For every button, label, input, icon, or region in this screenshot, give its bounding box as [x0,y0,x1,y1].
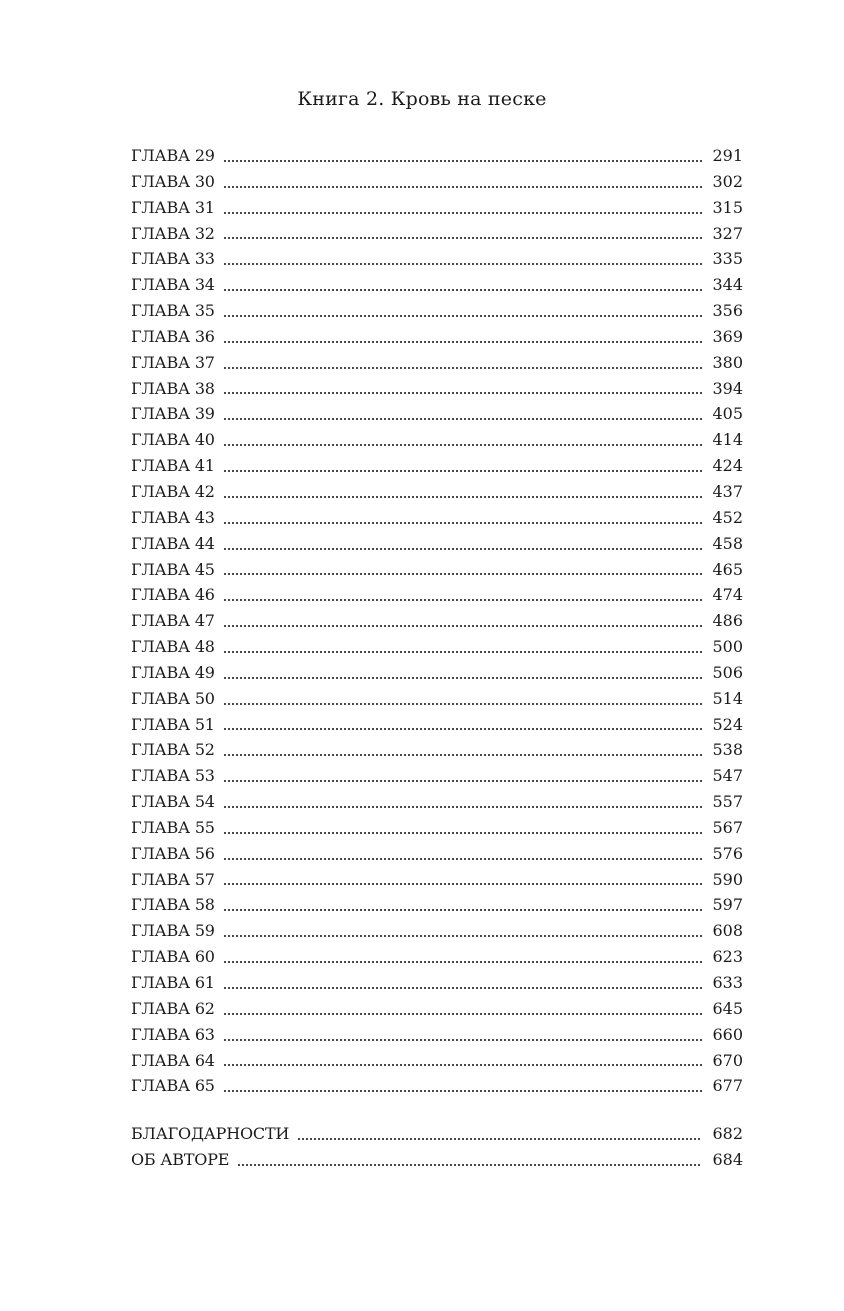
chapter-entry [131,660,743,686]
entry-label: ГЛАВА 42 [131,481,215,501]
dot-leader [223,289,703,291]
dot-leader [223,392,703,394]
dot-leader [223,573,703,575]
chapter-entry [131,634,743,660]
chapter-entry [131,918,743,944]
entry-page-number: 327 [712,223,743,243]
entry-label: ГЛАВА 31 [131,197,215,217]
dot-leader [237,1164,702,1166]
chapter-entry [131,505,743,531]
dot-leader [223,987,703,989]
entry-page-number: 538 [712,740,743,760]
entry-page-number: 524 [712,714,743,734]
entry-page-number: 458 [712,533,743,553]
dot-leader [223,263,703,265]
chapter-entry [131,401,743,427]
dot-leader [223,1039,703,1041]
entry-label: ГЛАВА 51 [131,714,215,734]
entry-page-number: 486 [712,611,743,631]
entry-label: ГЛАВА 65 [131,1076,215,1096]
chapter-entry [131,298,743,324]
entry-label: ГЛАВА 64 [131,1050,215,1070]
chapter-entry [131,867,743,893]
entry-page-number: 356 [712,301,743,321]
dot-leader [223,858,703,860]
chapter-entry [131,686,743,712]
entry-label: ГЛАВА 46 [131,585,215,605]
chapter-entry [131,789,743,815]
entry-page-number: 315 [712,197,743,217]
entry-page-number: 576 [712,843,743,863]
dot-leader [223,909,703,911]
entry-label: ГЛАВА 52 [131,740,215,760]
back-matter-list [131,1121,743,1173]
dot-leader [223,444,703,446]
book-title: Книга 2. Кровь на песке [297,88,547,110]
dot-leader [223,625,703,627]
chapter-entry [131,557,743,583]
entry-label: ГЛАВА 41 [131,456,215,476]
dot-leader [223,703,703,705]
chapter-entry [131,1022,743,1048]
dot-leader [223,1090,703,1092]
dot-leader [223,832,703,834]
chapter-entry [131,944,743,970]
chapter-entry [131,1073,743,1099]
entry-page-number: 677 [712,1076,743,1096]
chapter-entry [131,763,743,789]
dot-leader [223,1064,703,1066]
chapter-entry [131,195,743,221]
entry-page-number: 623 [712,947,743,967]
entry-label: ГЛАВА 62 [131,998,215,1018]
chapter-entry [131,1048,743,1074]
chapter-entry [131,531,743,557]
chapter-entry [131,815,743,841]
entry-label: ГЛАВА 39 [131,404,215,424]
dot-leader [223,728,703,730]
entry-label: ГЛАВА 54 [131,792,215,812]
dot-leader [223,780,703,782]
chapter-entry [131,608,743,634]
chapter-entry [131,246,743,272]
entry-page-number: 437 [712,481,743,501]
dot-leader [223,341,703,343]
entry-page-number: 474 [712,585,743,605]
dot-leader [223,651,703,653]
chapter-entry [131,272,743,298]
entry-page-number: 500 [712,637,743,657]
entry-page-number: 452 [712,507,743,527]
entry-label: ГЛАВА 33 [131,249,215,269]
entry-label: ГЛАВА 63 [131,1024,215,1044]
entry-page-number: 547 [712,766,743,786]
dot-leader [223,367,703,369]
dot-leader [223,160,703,162]
chapter-entry [131,970,743,996]
dot-leader [223,418,703,420]
dot-leader [223,548,703,550]
dot-leader [223,186,703,188]
entry-page-number: 514 [712,688,743,708]
dot-leader [223,522,703,524]
chapter-entry [131,221,743,247]
dot-leader [223,212,703,214]
dot-leader [223,1013,703,1015]
entry-label: ГЛАВА 48 [131,637,215,657]
back-matter-entry [131,1147,743,1173]
entry-page-number: 597 [712,895,743,915]
dot-leader [297,1138,702,1140]
entry-page-number: 414 [712,430,743,450]
chapter-entry [131,737,743,763]
dot-leader [223,883,703,885]
chapter-entry [131,169,743,195]
entry-label: ГЛАВА 44 [131,533,215,553]
entry-label: ГЛАВА 49 [131,662,215,682]
entry-page-number: 557 [712,792,743,812]
dot-leader [223,496,703,498]
dot-leader [223,677,703,679]
chapter-entry [131,582,743,608]
entry-label: ГЛАВА 37 [131,352,215,372]
entry-label: ГЛАВА 57 [131,869,215,889]
entry-label: ГЛАВА 34 [131,275,215,295]
dot-leader [223,806,703,808]
entry-page-number: 684 [712,1149,743,1169]
entry-label: ГЛАВА 32 [131,223,215,243]
entry-page-number: 405 [712,404,743,424]
dot-leader [223,470,703,472]
chapter-entry [131,479,743,505]
entry-label: ГЛАВА 35 [131,301,215,321]
entry-page-number: 302 [712,171,743,191]
chapter-entry [131,712,743,738]
entry-label: ГЛАВА 47 [131,611,215,631]
back-matter-entry [131,1121,743,1147]
entry-label: ГЛАВА 56 [131,843,215,863]
entry-page-number: 465 [712,559,743,579]
dot-leader [223,599,703,601]
entry-label: ГЛАВА 50 [131,688,215,708]
entry-page-number: 670 [712,1050,743,1070]
entry-page-number: 380 [712,352,743,372]
entry-label: ГЛАВА 61 [131,973,215,992]
dot-leader [223,237,703,239]
chapter-entry [131,376,743,402]
entry-label: ГЛАВА 40 [131,430,215,450]
entry-label: ГЛАВА 43 [131,507,215,527]
entry-label: ГЛАВА 59 [131,921,215,941]
chapter-entry [131,841,743,867]
chapter-entry [131,892,743,918]
entry-label: БЛАГОДАРНОСТИ [131,1124,290,1143]
entry-label: ГЛАВА 53 [131,766,215,786]
entry-page-number: 394 [712,378,743,398]
entry-label: ГЛАВА 55 [131,817,215,837]
entry-label: ГЛАВА 36 [131,326,215,346]
entry-page-number: 682 [712,1124,743,1143]
chapter-entry [131,453,743,479]
dot-leader [223,315,703,317]
dot-leader [223,961,703,963]
entry-page-number: 633 [712,973,743,992]
entry-page-number: 608 [712,921,743,941]
dot-leader [223,754,703,756]
entry-page-number: 567 [712,817,743,837]
entry-page-number: 344 [712,275,743,295]
chapter-entry [131,324,743,350]
chapter-entry [131,996,743,1022]
chapter-entry [131,427,743,453]
entry-label: ГЛАВА 29 [131,146,215,165]
entry-page-number: 660 [712,1024,743,1044]
entry-page-number: 424 [712,456,743,476]
chapter-entry [131,350,743,376]
entry-page-number: 590 [712,869,743,889]
entry-label: ГЛАВА 58 [131,895,215,915]
entry-page-number: 369 [712,326,743,346]
entry-page-number: 645 [712,998,743,1018]
chapter-entry [131,143,743,169]
entry-page-number: 335 [712,249,743,269]
entry-label: ГЛАВА 38 [131,378,215,398]
entry-page-number: 506 [712,662,743,682]
entry-label: ОБ АВТОРЕ [131,1149,230,1169]
entry-page-number: 291 [712,146,743,165]
entry-label: ГЛАВА 60 [131,947,215,967]
entry-label: ГЛАВА 30 [131,171,215,191]
chapter-list [131,143,743,1099]
entry-label: ГЛАВА 45 [131,559,215,579]
dot-leader [223,935,703,937]
